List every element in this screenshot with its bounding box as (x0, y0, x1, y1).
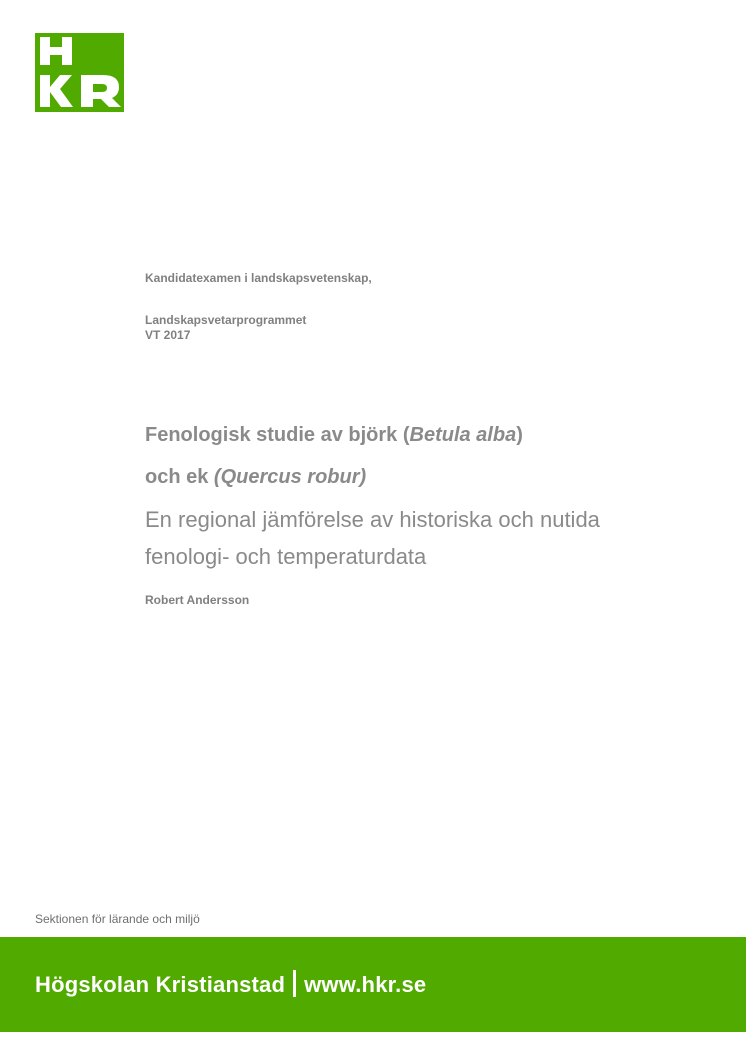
author-name: Robert Andersson (145, 593, 250, 607)
title-line-1-prefix: Fenologisk studie av björk ( (145, 424, 410, 446)
subtitle-line-1: En regional jämförelse av historiska och nutida (145, 507, 600, 532)
title-line-1 (145, 424, 523, 447)
section-label: Sektionen för lärande och miljö (35, 912, 200, 926)
hkr-logo-mark (35, 33, 124, 112)
footer-bar (0, 937, 746, 1032)
footer-university: Högskolan Kristianstad (35, 972, 286, 997)
title-species-quercus: (Quercus robur) (213, 466, 367, 488)
footer-text (35, 970, 426, 998)
term-label: VT 2017 (145, 328, 191, 342)
title-line-2-prefix: och ek (145, 466, 214, 488)
footer-separator (293, 970, 296, 997)
hkr-logo (35, 33, 124, 112)
degree-label: Kandidatexamen i landskapsvetenskap, (145, 271, 372, 285)
footer-website-link[interactable]: www.hkr.se (304, 972, 427, 997)
title-line-2 (145, 466, 366, 489)
program-label: Landskapsvetarprogrammet (145, 313, 307, 327)
title-line-1-suffix: ) (516, 424, 523, 446)
subtitle-line-2: fenologi- och temperaturdata (145, 544, 427, 569)
title-species-betula: Betula alba (409, 424, 517, 446)
